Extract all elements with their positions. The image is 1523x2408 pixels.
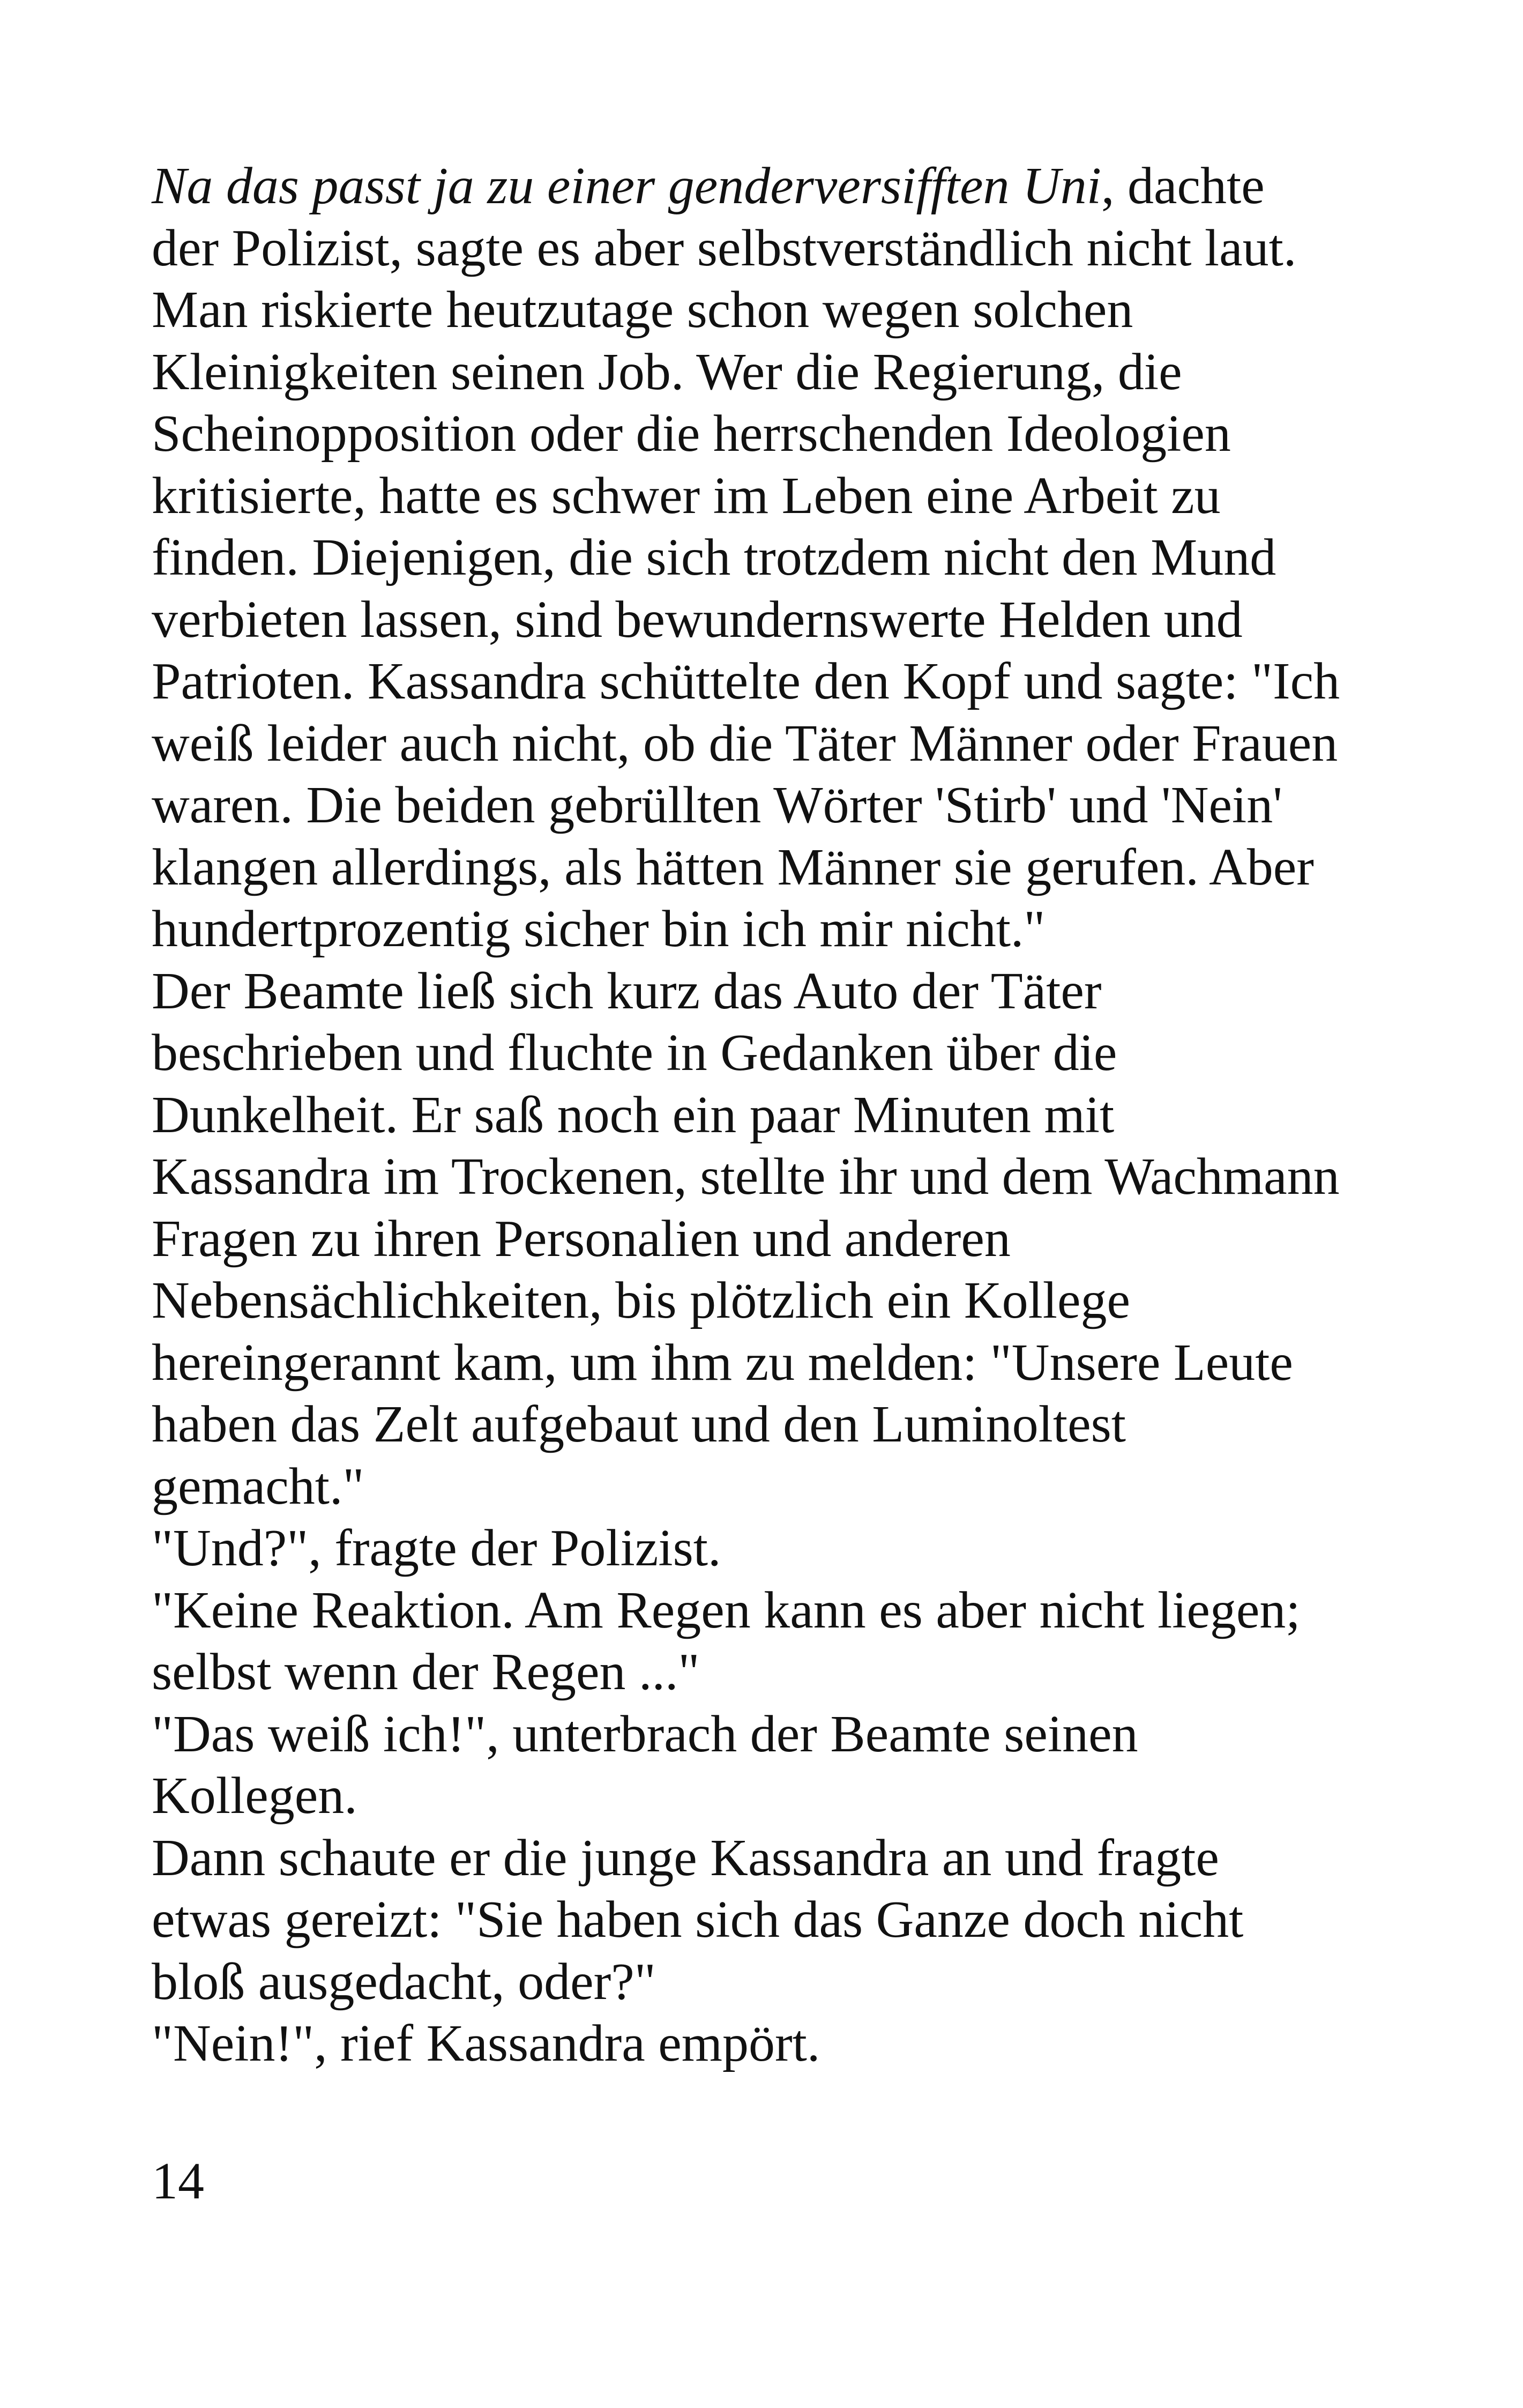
- text-line-24: "Keine Reaktion. Am Regen kann es aber nicht liegen;: [152, 1581, 1301, 1639]
- body-text: [152, 155, 1411, 2075]
- text-line-3: Man riskierte heutzutage schon wegen solchen: [152, 281, 1133, 339]
- text-line-1: [152, 155, 1411, 218]
- text-line-14: Der Beamte ließ sich kurz das Auto der Täter: [152, 962, 1102, 1020]
- text-line-27: Kollegen.: [152, 1767, 357, 1825]
- text-line-8: verbieten lassen, sind bewundernswerte Helden und: [152, 590, 1243, 649]
- text-line-21: haben das Zelt aufgebaut und den Luminoltest: [152, 1395, 1126, 1453]
- text-line-19: Nebensächlichkeiten, bis plötzlich ein Kollege: [152, 1272, 1131, 1329]
- text-line-5: Scheinopposition oder die herrschenden Ideologien: [152, 405, 1231, 463]
- text-line-29: etwas gereizt: "Sie haben sich das Ganze doch nicht: [152, 1891, 1244, 1949]
- text-line-18: Fragen zu ihren Personalien und anderen: [152, 1209, 1011, 1268]
- text-line-11: waren. Die beiden gebrüllten Wörter 'Stirb' und 'Nein': [152, 776, 1282, 834]
- text-line-4: Kleinigkeiten seinen Job. Wer die Regierung, die: [152, 343, 1182, 401]
- line-1-rest: dachte: [1128, 157, 1265, 215]
- text-line-10: weiß leider auch nicht, ob die Täter Männer oder Frauen: [152, 714, 1338, 772]
- text-line-30: bloß ausgedacht, oder?": [152, 1952, 656, 2011]
- text-line-25: selbst wenn der Regen ...": [152, 1643, 700, 1701]
- text-line-9: Patrioten. Kassandra schüttelte den Kopf und sagte: "Ich: [152, 652, 1340, 710]
- line-1-separator: ,: [1101, 157, 1128, 215]
- text-line-7: finden. Diejenigen, die sich trotzdem nicht den Mund: [152, 529, 1276, 586]
- text-line-17: Kassandra im Trockenen, stellte ihr und dem Wachmann: [152, 1148, 1340, 1206]
- text-line-28: Dann schaute er die junge Kassandra an und fragte: [152, 1829, 1219, 1887]
- page-number: 14: [152, 2152, 204, 2210]
- text-line-15: beschrieben und fluchte in Gedanken über die: [152, 1024, 1117, 1082]
- text-line-16: Dunkelheit. Er saß noch ein paar Minuten mit: [152, 1086, 1115, 1144]
- text-line-22: gemacht.": [152, 1457, 364, 1515]
- text-line-20: hereingerannt kam, um ihm zu melden: "Unsere Leute: [152, 1333, 1293, 1392]
- text-line-12: klangen allerdings, als hätten Männer sie gerufen. Aber: [152, 838, 1314, 896]
- text-line-6: kritisierte, hatte es schwer im Leben eine Arbeit zu: [152, 466, 1221, 525]
- italic-thought: Na das passt ja zu einer genderversifften Uni: [152, 157, 1102, 215]
- text-line-23: "Und?", fragte der Polizist.: [152, 1519, 721, 1577]
- text-line-2: der Polizist, sagte es aber selbstverständlich nicht laut.: [152, 219, 1297, 277]
- text-line-26: "Das weiß ich!", unterbrach der Beamte seinen: [152, 1705, 1138, 1763]
- text-line-13: hundertprozentig sicher bin ich mir nicht.": [152, 900, 1046, 958]
- text-line-31: "Nein!", rief Kassandra empört.: [152, 2015, 820, 2072]
